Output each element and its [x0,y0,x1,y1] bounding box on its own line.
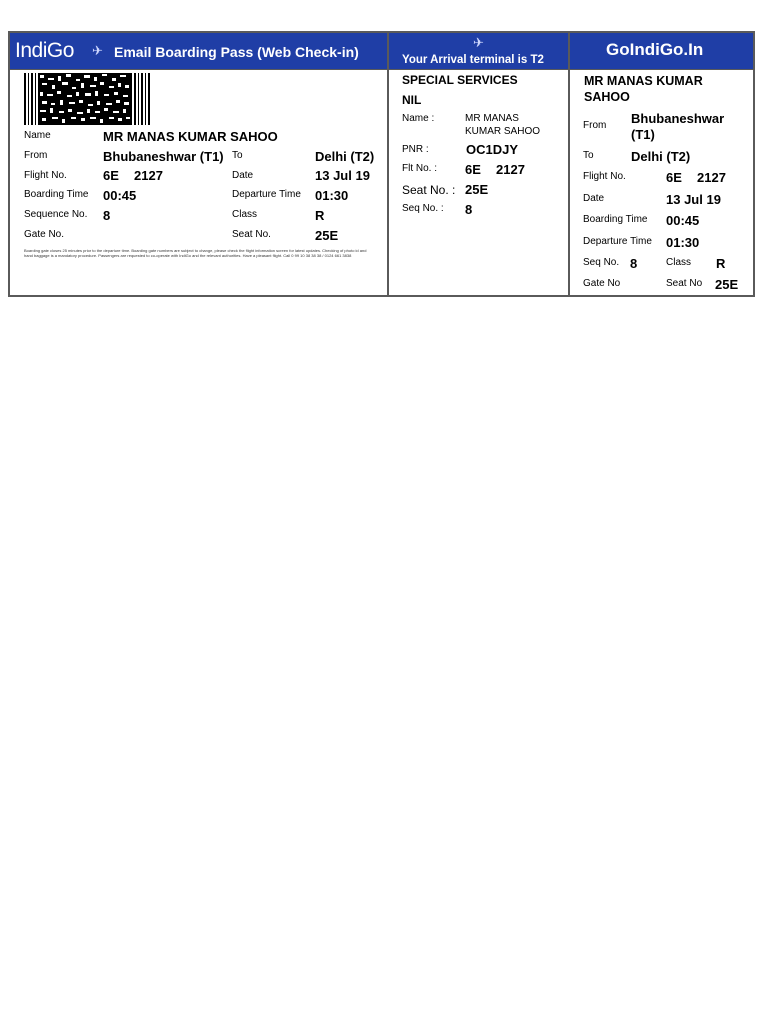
stub-class-value: R [716,256,726,271]
stub-seq-value: 8 [630,256,638,271]
boarding-value: 00:45 [103,188,137,203]
to-label: To [232,150,243,161]
stub-date-label: Date [583,193,605,204]
special-services-label: SPECIAL SERVICES [402,73,518,87]
stub-name-line2: SAHOO [584,90,630,104]
departure-value: 01:30 [315,188,349,203]
mid-seq-value: 8 [465,202,473,217]
stub-name-line1: MR MANAS KUMAR [584,74,703,88]
plane-icon: ✈ [473,35,484,50]
sequence-label: Sequence No. [24,209,88,220]
stub-from-label: From [583,120,607,131]
stub-class-label: Class [666,257,692,268]
stub-seat-value: 25E [715,277,739,292]
flight-label: Flight No. [24,170,67,181]
from-label: From [24,150,48,161]
departure-label: Departure Time [232,189,301,200]
from-value: Bhubaneshwar (T1) [103,149,224,164]
stub-flight-code: 6E [666,170,682,185]
mid-flight-code: 6E [465,162,481,177]
header-title: Email Boarding Pass (Web Check-in) [114,44,359,60]
stub-to-label: To [583,150,594,161]
stub-departure-label: Departure Time [583,236,652,247]
flight-code: 6E [103,168,119,183]
stub-departure-value: 01:30 [666,235,700,250]
plane-icon: ✈ [92,43,103,58]
mid-flight-number: 2127 [496,162,525,177]
gate-label: Gate No. [24,229,65,240]
class-value: R [315,208,325,223]
mid-seat-label: Seat No. : [402,183,456,197]
mid-flight-label: Flt No. : [402,163,438,174]
column-divider-1 [387,33,389,297]
column-divider-2 [568,33,570,297]
indigo-logo: IndiGo [15,39,74,62]
stub-seat-label: Seat No [666,278,703,289]
to-value: Delhi (T2) [315,149,375,164]
date-value: 13 Jul 19 [315,168,370,183]
seat-value: 25E [315,228,339,243]
stub-from-line2: (T1) [631,127,655,142]
passenger-name: MR MANAS KUMAR SAHOO [103,129,278,144]
stub-flight-label: Flight No. [583,171,626,182]
stub-boarding-label: Boarding Time [583,214,648,225]
stub-boarding-value: 00:45 [666,213,700,228]
pnr-value: OC1DJY [466,142,519,157]
fine-print: Boarding gate closes 25 minutes prior to the departure time. Boarding gate numbers are subject to change, please check the flight information screen for latest updates. Checking of photo id and hand baggage is a mandatory procedure. Passengers are requested to co-operate with IndiGo and the relevant authorities. Have a pleasant flight. Call 0 99 10 38 38 38 / 0124 661 3838 [24,248,367,258]
date-label: Date [232,170,254,181]
stub-from-line1: Bhubaneshwar [631,111,725,126]
boarding-pass [8,31,755,297]
boarding-label: Boarding Time [24,189,89,200]
barcode [24,73,152,125]
name-label: Name [24,130,51,141]
seat-label: Seat No. [232,229,271,240]
class-label: Class [232,209,258,220]
pnr-label: PNR : [402,144,429,155]
stub-date-value: 13 Jul 19 [666,192,721,207]
mid-name-value: MR MANAS KUMAR SAHOO [465,113,541,137]
stub-flight-number: 2127 [697,170,726,185]
sequence-value: 8 [103,208,111,223]
flight-number: 2127 [134,168,163,183]
header-divider [10,69,753,70]
stub-to-value: Delhi (T2) [631,149,691,164]
stub-gate-label: Gate No [583,278,621,289]
site-title: GoIndiGo.In [606,40,704,59]
stub-seq-label: Seq No. [583,257,620,268]
mid-name-label: Name : [402,113,435,124]
arrival-terminal: Your Arrival terminal is T2 [402,54,544,66]
mid-seq-label: Seq No. : [402,203,444,214]
mid-seat-value: 25E [465,182,489,197]
special-services-value: NIL [402,93,422,107]
